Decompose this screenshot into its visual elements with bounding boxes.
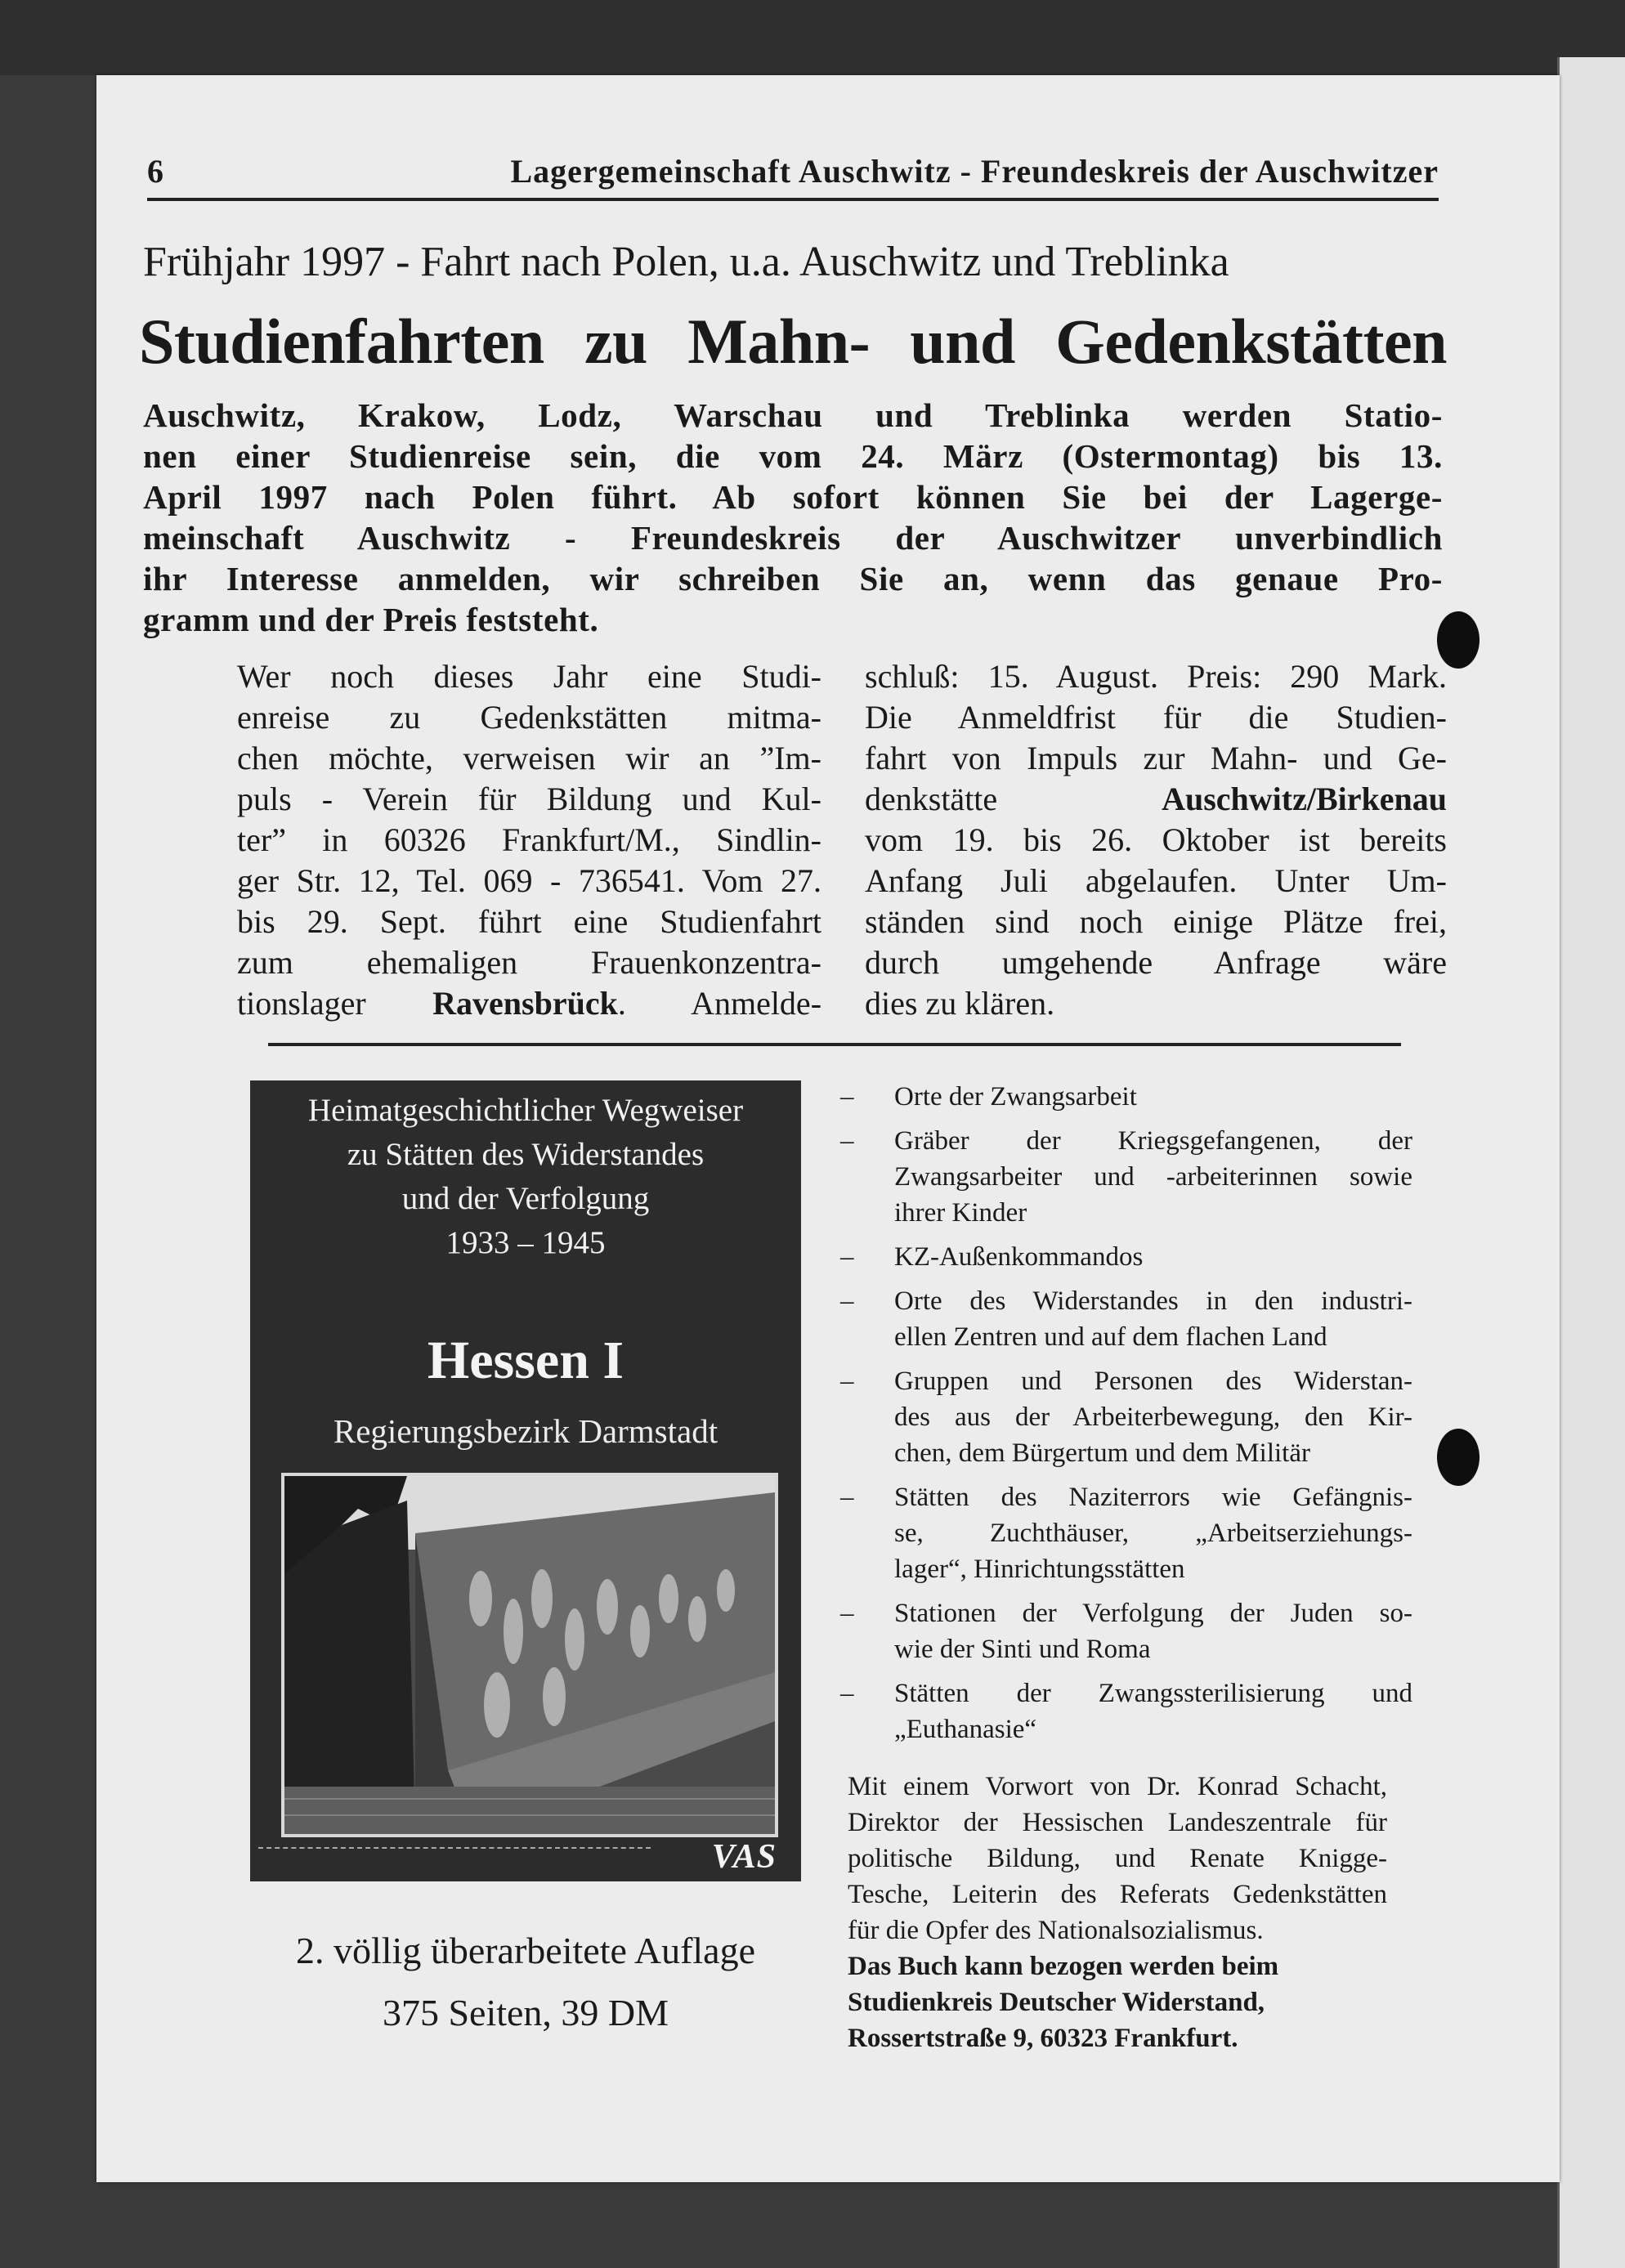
list-item-line: wie der Sinti und Roma [894,1635,1151,1664]
list-item-line: Stätten der Zwangssterilisierung und [894,1679,1412,1708]
list-item [840,1123,1412,1231]
adjacent-page-edge [1557,57,1625,2268]
article-headline: Studienfahrten zu Mahn- und Gedenkstätten [139,306,1447,377]
memorial-relief-photo [281,1473,778,1837]
list-item [840,1479,1412,1587]
section-divider [268,1043,1401,1046]
body-column-right [865,656,1447,1024]
book-order-info [848,1948,1387,2056]
lead-line: nen einer Studienreise sein, die vom 24. März (Ostermontag) bis 13. [143,437,1443,475]
body-line: Wer noch dieses Jahr eine Studi- [237,658,821,695]
publication-title: Lagergemeinschaft Auschwitz - Freundeskreis der Auschwitzer [510,153,1439,190]
book-contents-list [840,1079,1412,1756]
text-run: tionslager [237,985,433,1022]
bullet-dash: – [840,1242,854,1272]
foreword-line: politische Bildung, und Renate Knigge- [848,1844,1387,1873]
list-item-line: Orte des Widerstandes in den industri- [894,1286,1412,1316]
article-lead [143,395,1443,640]
lead-line: meinschaft Auschwitz - Freundeskreis der Auschwitzer unverbindlich [143,519,1443,557]
list-item-line: Zwangsarbeiter und -arbeiterinnen sowie [894,1162,1412,1192]
bullet-dash: – [840,1483,854,1512]
bullet-dash: – [840,1367,854,1396]
list-item-text [894,1283,1412,1355]
list-item-text [894,1675,1412,1747]
list-item-line: se, Zuchthäuser, „Arbeitserziehungs- [894,1519,1412,1548]
list-item-line: KZ-Außenkommandos [894,1242,1144,1272]
body-line: vom 19. bis 26. Oktober ist bereits [865,821,1447,858]
list-item [840,1239,1412,1275]
list-item-line: „Euthanasie“ [894,1715,1037,1744]
binder-hole [1437,1429,1480,1486]
order-line: Rossertstraße 9, 60323 Frankfurt. [848,2024,1238,2053]
body-line: schluß: 15. August. Preis: 290 Mark. [865,658,1447,695]
list-item [840,1363,1412,1471]
foreword-line: Tesche, Leiterin des Referats Gedenkstätten [848,1880,1387,1909]
body-line: zum ehemaligen Frauenkonzentra- [237,944,821,981]
place-name: Ravensbrück [432,985,618,1022]
lead-line: Auschwitz, Krakow, Lodz, Warschau und Treblinka werden Statio- [143,396,1443,434]
publisher-logo: VAS [711,1838,777,1876]
cover-district: Regierungsbezirk Darmstadt [333,1412,718,1450]
list-item-line: ihrer Kinder [894,1198,1027,1228]
text-run: denkstätte [865,781,1162,817]
list-item-text [894,1079,1412,1115]
body-line: enreise zu Gedenkstätten mitma- [237,699,821,736]
cover-title-line: zu Stätten des Widerstandes [347,1137,705,1172]
place-name: Auschwitz/Birkenau [1162,781,1447,817]
book-pages-price: 375 Seiten, 39 DM [382,1992,669,2033]
book-foreword-note [848,1769,1387,1948]
body-line: Anfang Juli abgelaufen. Unter Um- [865,862,1447,899]
list-item-line: ellen Zentren und auf dem flachen Land [894,1322,1327,1352]
foreword-line: Direktor der Hessischen Landeszentrale für [848,1808,1387,1837]
body-line: bis 29. Sept. führt eine Studienfahrt [237,903,821,940]
bullet-dash: – [840,1679,854,1708]
body-line: ständen sind noch einige Plätze frei, [865,903,1447,940]
book-cover [250,1080,801,1881]
list-item-text [894,1479,1412,1587]
list-item-line: lager“, Hinrichtungsstätten [894,1554,1185,1584]
cover-rule [258,1847,651,1849]
list-item-line: des aus der Arbeiterbewegung, den Kir- [894,1402,1412,1432]
body-line: dies zu klären. [865,985,1055,1022]
list-item-line: chen, dem Bürgertum und dem Militär [894,1438,1310,1468]
cover-title [250,1089,801,1265]
bullet-dash: – [840,1126,854,1156]
list-item-text [894,1363,1412,1471]
body-line: ger Str. 12, Tel. 069 - 736541. Vom 27. [237,862,821,899]
list-item [840,1675,1412,1747]
body-line [237,983,821,1024]
order-line: Das Buch kann bezogen werden beim [848,1952,1279,1981]
cover-title-line: und der Verfolgung [401,1181,650,1216]
list-item-text [894,1239,1412,1275]
running-header [147,145,1439,201]
cover-region: Hessen I [427,1331,624,1390]
list-item-line: Gräber der Kriegsgefangenen, der [894,1126,1412,1156]
body-line: chen möchte, verweisen wir an ”Im- [237,740,821,776]
foreword-line: Mit einem Vorwort von Dr. Konrad Schacht, [848,1772,1387,1801]
body-line [865,779,1447,820]
scan-background [0,0,1625,75]
list-item-line: Stationen der Verfolgung der Juden so- [894,1599,1412,1628]
lead-line: ihr Interesse anmelden, wir schreiben Sie an, wenn das genaue Pro- [143,560,1443,597]
cover-title-line: 1933 – 1945 [445,1225,606,1260]
body-line: Die Anmeldfrist für die Studien- [865,699,1447,736]
bullet-dash: – [840,1599,854,1628]
list-item [840,1595,1412,1667]
body-line: fahrt von Impuls zur Mahn- und Ge- [865,740,1447,776]
list-item-line: Orte der Zwangsarbeit [894,1082,1137,1112]
list-item-line: Stätten des Naziterrors wie Gefängnis- [894,1483,1412,1512]
foreword-line: für die Opfer des Nationalsozialismus. [848,1916,1264,1945]
list-item-text [894,1123,1412,1231]
lead-line: April 1997 nach Polen führt. Ab sofort können Sie bei der Lagerge- [143,478,1443,516]
list-item-line: Gruppen und Personen des Widerstan- [894,1367,1412,1396]
order-line: Studienkreis Deutscher Widerstand, [848,1988,1265,2017]
memorial-relief-image [284,1476,775,1834]
lead-line: gramm und der Preis feststeht. [143,601,599,638]
list-item-text [894,1595,1412,1667]
book-edition: 2. völlig überarbeitete Auflage [295,1930,756,1971]
article-kicker: Frühjahr 1997 - Fahrt nach Polen, u.a. Auschwitz und Treblinka [143,239,1229,285]
bullet-dash: – [840,1082,854,1112]
page-number: 6 [147,153,164,190]
bullet-dash: – [840,1286,854,1316]
body-column-left [237,656,821,1024]
list-item [840,1283,1412,1355]
body-line: durch umgehende Anfrage wäre [865,944,1447,981]
body-line: puls - Verein für Bildung und Kul- [237,781,821,817]
text-run: . Anmelde- [617,985,822,1022]
list-item [840,1079,1412,1115]
body-line: ter” in 60326 Frankfurt/M., Sindlin- [237,821,821,858]
cover-title-line: Heimatgeschichtlicher Wegweiser [307,1093,744,1128]
